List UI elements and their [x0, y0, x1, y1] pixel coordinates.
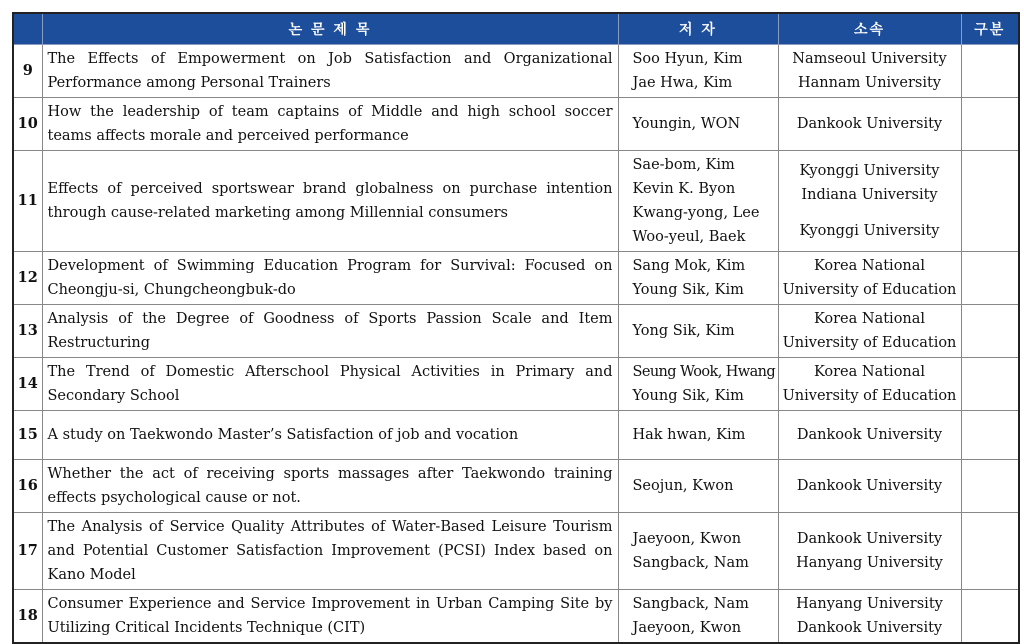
header-affiliation: 소속: [778, 13, 961, 45]
type-cell: [961, 460, 1019, 513]
paper-title: Whether the act of receiving sports massages after Taekwondo training effects psychological cause or not.: [42, 460, 618, 513]
author-name: Jaeyoon, Kwon: [632, 620, 742, 636]
author-name: Soo Hyun, Kim: [632, 51, 743, 67]
table-header: [13, 13, 1019, 45]
author-name: Sae-bom, Kim: [632, 157, 735, 173]
author-name: Seung Wook, Hwang: [632, 364, 776, 380]
affiliation-name: Namseoul University: [792, 51, 947, 67]
row-number: 12: [13, 252, 42, 305]
author-name: Kwang-yong, Lee: [632, 205, 760, 221]
author-name: Seojun, Kwon: [632, 478, 734, 494]
paper-title: The Effects of Empowerment on Job Satisfaction and Organizational Performance among Personal Trainers: [42, 45, 618, 98]
author-name: Sang Mok, Kim: [632, 258, 746, 274]
affiliation-name: Dankook University: [796, 427, 943, 443]
type-cell: [961, 411, 1019, 460]
affiliation-spacer: [781, 207, 959, 219]
authors-cell: [618, 513, 778, 590]
affiliation-name: Korea National: [813, 311, 926, 327]
affiliation-cell: [778, 305, 961, 358]
authors-cell: [618, 305, 778, 358]
affiliation-name: Dankook University: [796, 531, 943, 547]
row-number: 11: [13, 151, 42, 252]
type-cell: [961, 252, 1019, 305]
table-row: [13, 513, 1019, 590]
paper-title: Effects of perceived sportswear brand globalness on purchase intention through cause-related marketing among Millennial consumers: [42, 151, 618, 252]
type-cell: [961, 358, 1019, 411]
row-number: 17: [13, 513, 42, 590]
author-name: Yong Sik, Kim: [632, 323, 735, 339]
affiliation-name: Dankook University: [796, 478, 943, 494]
header-number: [13, 13, 42, 45]
affiliation-name: Kyonggi University: [799, 163, 940, 179]
row-number: 15: [13, 411, 42, 460]
paper-title: Analysis of the Degree of Goodness of Sports Passion Scale and Item Restructuring: [42, 305, 618, 358]
affiliation-name: University of Education: [782, 388, 957, 404]
paper-title: The Analysis of Service Quality Attributes of Water-Based Leisure Tourism and Potential Customer Satisfaction Improvement (PCSI) Index based on Kano Model: [42, 513, 618, 590]
affiliation-cell: [778, 590, 961, 644]
paper-title: Development of Swimming Education Program for Survival: Focused on Cheongju-si, Chungcheongbuk-do: [42, 252, 618, 305]
author-name: Jaeyoon, Kwon: [632, 531, 742, 547]
affiliation-name: Korea National: [813, 364, 926, 380]
affiliation-cell: [778, 358, 961, 411]
row-number: 10: [13, 98, 42, 151]
row-number: 16: [13, 460, 42, 513]
authors-cell: [618, 460, 778, 513]
paper-title: Consumer Experience and Service Improvement in Urban Camping Site by Utilizing Critical Incidents Technique (CIT): [42, 590, 618, 644]
author-name: Woo-yeul, Baek: [632, 229, 746, 245]
author-name: Hak hwan, Kim: [632, 427, 746, 443]
author-name: Jae Hwa, Kim: [632, 75, 733, 91]
author-name: Kevin K. Byon: [632, 181, 736, 197]
authors-cell: [618, 98, 778, 151]
affiliation-name: Hanyang University: [796, 555, 943, 571]
affiliation-cell: [778, 411, 961, 460]
author-name: Young Sik, Kim: [632, 388, 744, 404]
affiliation-cell: [778, 45, 961, 98]
author-name: Young Sik, Kim: [632, 282, 744, 298]
affiliation-name: University of Education: [782, 282, 957, 298]
row-number: 13: [13, 305, 42, 358]
row-number: 18: [13, 590, 42, 644]
affiliation-name: Indiana University: [801, 187, 938, 203]
paper-list-document: [12, 12, 1018, 644]
table-row: [13, 590, 1019, 644]
type-cell: [961, 590, 1019, 644]
type-cell: [961, 45, 1019, 98]
table-row: [13, 98, 1019, 151]
table-row: [13, 305, 1019, 358]
authors-cell: [618, 252, 778, 305]
author-name: Youngin, WON: [632, 116, 741, 132]
affiliation-name: Kyonggi University: [799, 223, 940, 239]
paper-title: How the leadership of team captains of Middle and high school soccer teams affects morale and perceived performance: [42, 98, 618, 151]
type-cell: [961, 151, 1019, 252]
header-type: 구분: [961, 13, 1019, 45]
authors-cell: [618, 358, 778, 411]
author-name: Sangback, Nam: [632, 555, 749, 571]
affiliation-cell: [778, 460, 961, 513]
row-number: 9: [13, 45, 42, 98]
header-author: 저 자: [618, 13, 778, 45]
paper-title: A study on Taekwondo Master’s Satisfaction of job and vocation: [42, 411, 618, 460]
affiliation-name: Hanyang University: [796, 596, 943, 612]
affiliation-name: Dankook University: [796, 116, 943, 132]
paper-table: [12, 12, 1020, 644]
authors-cell: [618, 151, 778, 252]
table-row: [13, 45, 1019, 98]
affiliation-name: Hannam University: [798, 75, 941, 91]
affiliation-cell: [778, 151, 961, 252]
table-row: [13, 252, 1019, 305]
type-cell: [961, 305, 1019, 358]
table-row: [13, 358, 1019, 411]
row-number: 14: [13, 358, 42, 411]
authors-cell: [618, 411, 778, 460]
affiliation-name: Korea National: [813, 258, 926, 274]
affiliation-cell: [778, 252, 961, 305]
table-row: [13, 151, 1019, 252]
paper-title: The Trend of Domestic Afterschool Physical Activities in Primary and Secondary School: [42, 358, 618, 411]
type-cell: [961, 98, 1019, 151]
affiliation-name: Dankook University: [796, 620, 943, 636]
authors-cell: [618, 590, 778, 644]
affiliation-name: University of Education: [782, 335, 957, 351]
affiliation-cell: [778, 513, 961, 590]
affiliation-cell: [778, 98, 961, 151]
table-row: [13, 411, 1019, 460]
author-name: Sangback, Nam: [632, 596, 749, 612]
table-row: [13, 460, 1019, 513]
header-title: 논 문 제 목: [42, 13, 618, 45]
authors-cell: [618, 45, 778, 98]
type-cell: [961, 513, 1019, 590]
